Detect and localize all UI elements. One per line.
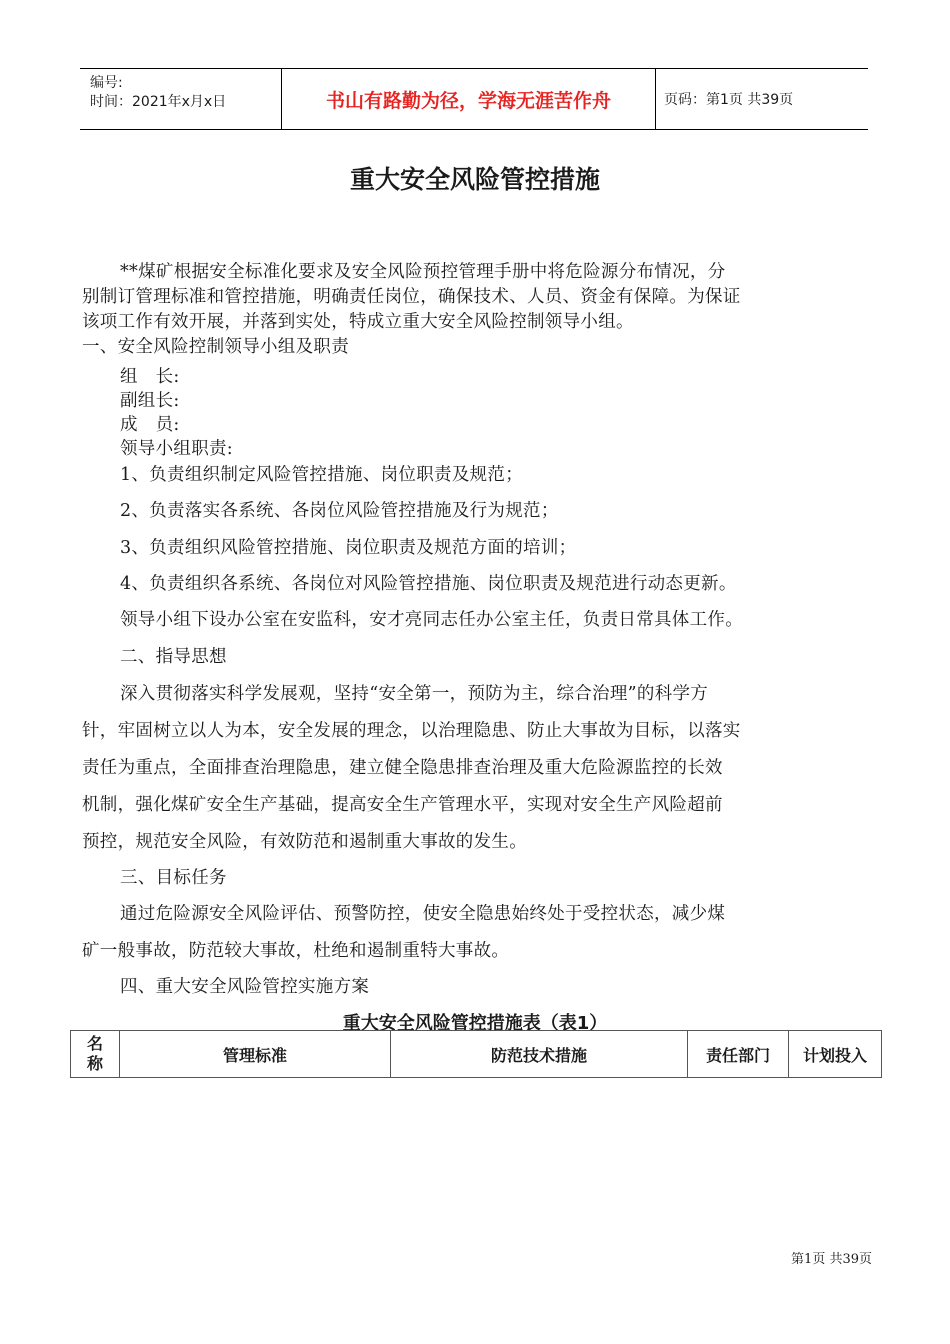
section1-heading: 一、安全风险控制领导小组及职责 xyxy=(82,337,349,357)
group-deputy-label: 副组长: xyxy=(120,391,180,411)
intro-line: 别制订管理标准和管控措施，明确责任岗位，确保技术、人员、资金有保障。为保证 xyxy=(82,287,741,307)
col-header-name-top: 名 xyxy=(86,1034,103,1053)
section3-line: 通过危险源安全风险评估、预警防控，使安全隐患始终处于受控状态，减少煤 xyxy=(120,904,726,924)
col-header-name-bottom: 称 xyxy=(86,1054,103,1073)
col-header-tech: 防范技术措施 xyxy=(391,1031,688,1078)
header-motto: 书山有路勤为径，学海无涯苦作舟 xyxy=(281,69,656,129)
section2-line: 深入贯彻落实科学发展观，坚持“安全第一，预防为主，综合治理”的科学方 xyxy=(120,684,709,704)
section2-line: 针，牢固树立以人为本，安全发展的理念，以治理隐患、防止大事故为目标，以落实 xyxy=(82,721,741,741)
table-header-row xyxy=(71,1031,882,1078)
section2-heading: 二、指导思想 xyxy=(120,647,227,667)
group-member-label: 成 员: xyxy=(120,415,180,435)
footer-page-info: 第1页 共39页 xyxy=(791,1252,872,1267)
duty-item: 2、负责落实各系统、各岗位风险管控措施及行为规范； xyxy=(120,501,559,521)
section2-line: 责任为重点，全面排查治理隐患，建立健全隐患排查治理及重大危险源监控的长效 xyxy=(82,758,723,778)
measures-table xyxy=(70,1030,882,1078)
section2-line: 预控，规范安全风险，有效防范和遏制重大事故的发生。 xyxy=(82,832,527,852)
section3-line: 矿一般事故，防范较大事故，杜绝和遏制重特大事故。 xyxy=(82,941,510,961)
duty-item: 1、负责组织制定风险管控措施、岗位职责及规范； xyxy=(120,465,524,485)
duty-item: 4、负责组织各系统、各岗位对风险管控措施、岗位职责及规范进行动态更新。 xyxy=(120,574,737,594)
duty-item: 3、负责组织风险管控措施、岗位职责及规范方面的培训； xyxy=(120,538,577,558)
section2-line: 机制，强化煤矿安全生产基础，提高安全生产管理水平，实现对安全生产风险超前 xyxy=(82,795,723,815)
document-number-label: 编号: xyxy=(90,75,123,91)
group-duties-label: 领导小组职责: xyxy=(120,439,233,459)
intro-line: **煤矿根据安全标准化要求及安全风险预控管理手册中将危险源分布情况，分 xyxy=(120,262,726,282)
section3-heading: 三、目标任务 xyxy=(120,868,227,888)
header-page-cell xyxy=(655,69,868,129)
col-header-name xyxy=(71,1031,120,1078)
document-header xyxy=(80,68,868,130)
intro-paragraph xyxy=(82,260,872,360)
table-title: 重大安全风险管控措施表（表1） xyxy=(342,1013,608,1034)
header-page-info: 页码：第1页 共39页 xyxy=(664,92,794,108)
group-leader-label: 组 长: xyxy=(120,367,180,387)
col-header-plan: 计划投入 xyxy=(789,1031,882,1078)
document-date-label: 时间：2021年x月x日 xyxy=(90,94,227,110)
header-meta-cell xyxy=(80,69,281,129)
section4-heading: 四、重大安全风险管控实施方案 xyxy=(120,977,370,997)
col-header-standard: 管理标准 xyxy=(120,1031,391,1078)
intro-line: 该项工作有效开展，并落到实处，特成立重大安全风险控制领导小组。 xyxy=(82,312,634,332)
col-header-dept: 责任部门 xyxy=(688,1031,789,1078)
office-note: 领导小组下设办公室在安监科，安才亮同志任办公室主任，负责日常具体工作。 xyxy=(120,610,743,630)
document-title: 重大安全风险管控措施 xyxy=(349,165,600,194)
